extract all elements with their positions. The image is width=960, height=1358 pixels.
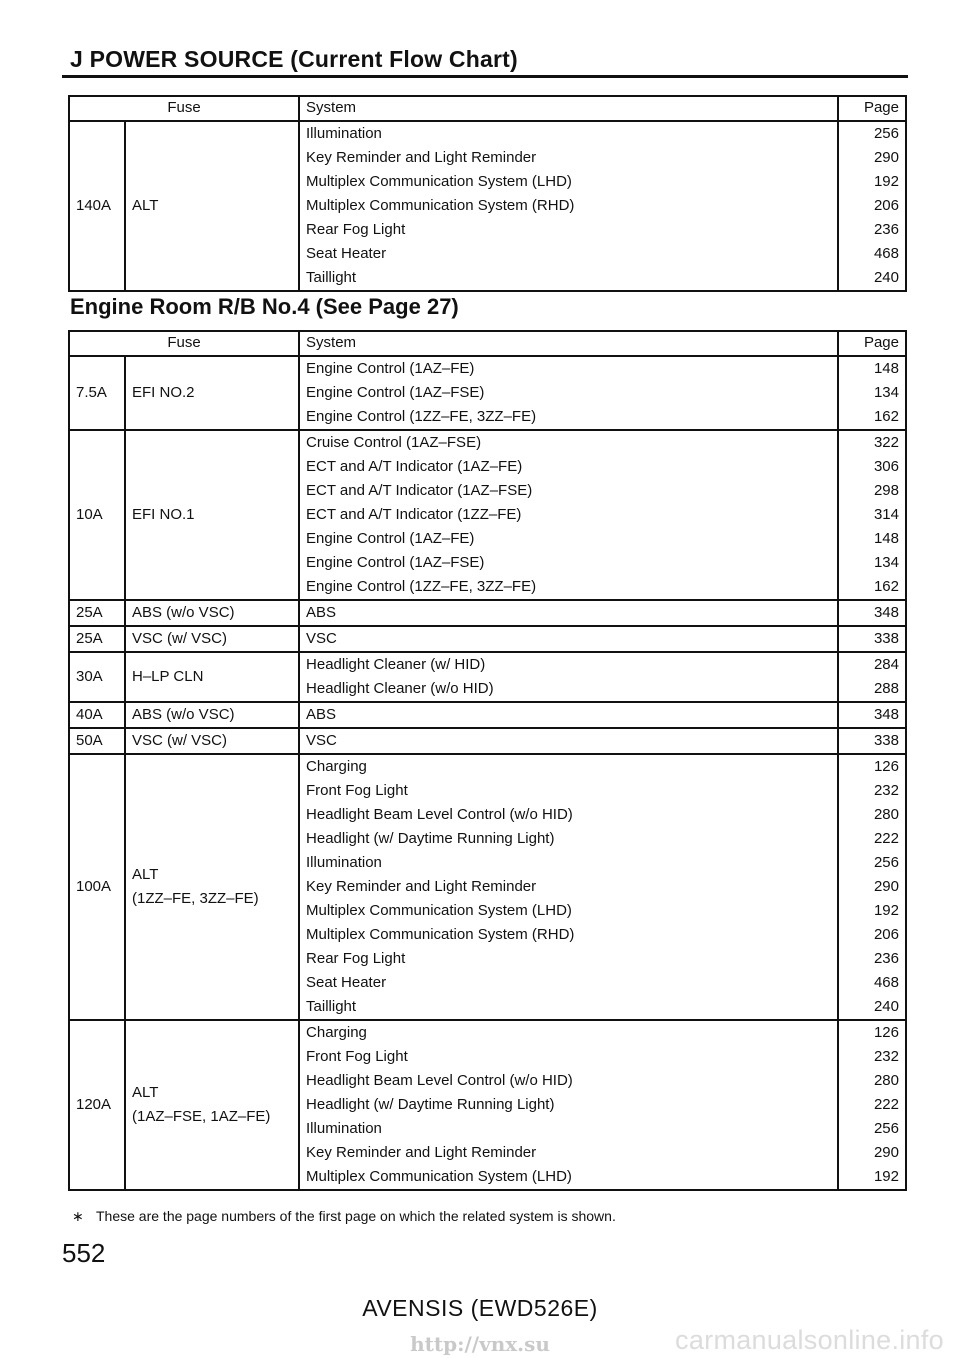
fuse-amperage: 40A [69,702,125,728]
table-row [69,702,906,728]
table-row [69,754,906,1020]
page-list [838,600,906,626]
fuse-name [125,652,299,702]
page-list [838,121,906,291]
page-ref: 468 [873,974,899,991]
page-ref: 306 [873,458,899,475]
fuse-amperage: 140A [69,121,125,291]
page-ref: 338 [873,630,899,647]
fuse-amperage: 25A [69,600,125,626]
system-name: Engine Control (1AZ–FE) [306,360,475,377]
page-ref: 314 [873,506,899,523]
page-ref: 256 [873,1120,899,1137]
fuse-name [125,702,299,728]
system-name: Headlight Cleaner (w/o HID) [306,680,494,697]
page-ref: 290 [873,149,899,166]
table-row [69,626,906,652]
page-ref: 162 [873,578,899,595]
fuse-name-line: ALT [132,866,159,883]
system-list [299,121,838,291]
fuse-column-header: Fuse [69,96,299,121]
page-ref: 232 [873,782,899,799]
system-name: Multiplex Communication System (LHD) [306,1168,572,1185]
fuse-name-line: (1ZZ–FE, 3ZZ–FE) [132,890,259,907]
page-ref: 290 [873,1144,899,1161]
system-name: Illumination [306,1120,382,1137]
system-name: ECT and A/T Indicator (1ZZ–FE) [306,506,522,523]
table-header-row [69,96,906,121]
system-column-header: System [299,96,838,121]
page-ref: 192 [873,1168,899,1185]
system-name: Headlight Beam Level Control (w/o HID) [306,806,573,823]
fuse-name-line: ALT [132,1084,159,1101]
footnote-marker: ∗ [72,1208,84,1224]
fuse-name-line: EFI NO.1 [132,506,195,523]
system-list [299,626,838,652]
table-row [69,1020,906,1190]
page-list [838,728,906,754]
page-ref: 126 [873,758,899,775]
footnote [72,1208,616,1225]
system-name: Key Reminder and Light Reminder [306,149,537,166]
system-name: Headlight Cleaner (w/ HID) [306,656,486,673]
system-name: Taillight [306,269,357,286]
system-name: Cruise Control (1AZ–FSE) [306,434,482,451]
page-column-header: Page [838,96,906,121]
page-ref: 240 [873,269,899,286]
fuse-name [125,626,299,652]
system-list [299,356,838,430]
fuse-name [125,121,299,291]
page-list [838,626,906,652]
page-ref: 298 [873,482,899,499]
fuse-name-line: VSC (w/ VSC) [132,630,228,647]
table-row [69,600,906,626]
fuse-name-line: VSC (w/ VSC) [132,732,228,749]
system-name: Engine Control (1ZZ–FE, 3ZZ–FE) [306,578,537,595]
page-list [838,754,906,1020]
page-column-header: Page [838,331,906,356]
system-name: Rear Fog Light [306,221,406,238]
fuse-name [125,1020,299,1190]
page-ref: 232 [873,1048,899,1065]
page-list [838,702,906,728]
system-name: Charging [306,758,367,775]
watermark-site: carmanualsonline.info [675,1325,944,1355]
fuse-amperage: 50A [69,728,125,754]
fuse-name-line: H–LP CLN [132,668,204,685]
system-name: Engine Control (1AZ–FSE) [306,384,485,401]
fuse-name [125,728,299,754]
table-row [69,121,906,291]
page-ref: 162 [873,408,899,425]
system-name: Charging [306,1024,367,1041]
fuse-amperage: 7.5A [69,356,125,430]
page-ref: 256 [873,125,899,142]
page-number: 552 [62,1238,106,1268]
system-name: Multiplex Communication System (RHD) [306,197,575,214]
system-name: Seat Heater [306,974,387,991]
table-header-row [69,331,906,356]
page-ref: 348 [873,706,899,723]
fuse-table-1 [68,95,907,292]
system-name: ECT and A/T Indicator (1AZ–FSE) [306,482,533,499]
fuse-name [125,356,299,430]
title-underline [62,75,908,78]
table-row [69,728,906,754]
system-name: Engine Control (1AZ–FE) [306,530,475,547]
page-ref: 236 [873,950,899,967]
system-name: Multiplex Communication System (LHD) [306,902,572,919]
system-name: ABS [306,706,337,723]
fuse-name [125,600,299,626]
page-ref: 284 [873,656,899,673]
page-ref: 206 [873,197,899,214]
fuse-amperage: 25A [69,626,125,652]
fuse-table-2 [68,330,907,1191]
system-list [299,430,838,600]
system-name: Seat Heater [306,245,387,262]
system-list [299,652,838,702]
system-name: Key Reminder and Light Reminder [306,1144,537,1161]
page-ref: 322 [873,434,899,451]
system-name: Front Fog Light [306,1048,408,1065]
system-name: VSC [306,630,337,647]
page-ref: 280 [873,1072,899,1089]
fuse-amperage: 100A [69,754,125,1020]
page-list [838,1020,906,1190]
fuse-amperage: 30A [69,652,125,702]
page-ref: 348 [873,604,899,621]
fuse-name-line: (1AZ–FSE, 1AZ–FE) [132,1108,271,1125]
system-name: Headlight (w/ Daytime Running Light) [306,1096,555,1113]
page-title: J POWER SOURCE (Current Flow Chart) [70,46,518,72]
page-ref: 240 [873,998,899,1015]
system-name: Multiplex Communication System (RHD) [306,926,575,943]
page-ref: 290 [873,878,899,895]
system-name: Headlight (w/ Daytime Running Light) [306,830,555,847]
page-ref: 148 [873,530,899,547]
page-ref: 468 [873,245,899,262]
system-name: Illumination [306,854,382,871]
table-row [69,356,906,430]
page-list [838,356,906,430]
system-name: VSC [306,732,337,749]
fuse-name-line: EFI NO.2 [132,384,195,401]
system-column-header: System [299,331,838,356]
fuse-amperage: 10A [69,430,125,600]
table-row [69,430,906,600]
page-ref: 236 [873,221,899,238]
system-name: ABS [306,604,337,621]
table-row [69,652,906,702]
page-ref: 192 [873,173,899,190]
model-label: AVENSIS (EWD526E) [362,1295,598,1321]
system-name: Key Reminder and Light Reminder [306,878,537,895]
system-name: Illumination [306,125,382,142]
fuse-name-line: ABS (w/o VSC) [132,604,235,621]
page-ref: 288 [873,680,899,697]
page-ref: 222 [873,830,899,847]
fuse-name-line: ALT [132,197,159,214]
fuse-name-line: ABS (w/o VSC) [132,706,235,723]
page-ref: 338 [873,732,899,749]
fuse-name [125,430,299,600]
system-list [299,754,838,1020]
footnote-text: These are the page numbers of the first page on which the related system is shown. [96,1208,616,1224]
page-ref: 280 [873,806,899,823]
system-list [299,600,838,626]
fuse-name [125,754,299,1020]
system-name: Rear Fog Light [306,950,406,967]
system-name: Multiplex Communication System (LHD) [306,173,572,190]
page-ref: 192 [873,902,899,919]
page-list [838,430,906,600]
fuse-column-header: Fuse [69,331,299,356]
page-ref: 256 [873,854,899,871]
system-list [299,728,838,754]
system-name: Headlight Beam Level Control (w/o HID) [306,1072,573,1089]
system-name: Engine Control (1ZZ–FE, 3ZZ–FE) [306,408,537,425]
watermark-link: http://vnx.su [410,1332,550,1356]
page-ref: 126 [873,1024,899,1041]
system-list [299,702,838,728]
page-ref: 134 [873,384,899,401]
system-name: Taillight [306,998,357,1015]
system-list [299,1020,838,1190]
page-ref: 206 [873,926,899,943]
system-name: Engine Control (1AZ–FSE) [306,554,485,571]
page-list [838,652,906,702]
page-ref: 148 [873,360,899,377]
system-name: ECT and A/T Indicator (1AZ–FE) [306,458,523,475]
page-ref: 222 [873,1096,899,1113]
fuse-amperage: 120A [69,1020,125,1190]
system-name: Front Fog Light [306,782,408,799]
page-ref: 134 [873,554,899,571]
section-title-engine-room-rb4: Engine Room R/B No.4 (See Page 27) [70,294,459,319]
